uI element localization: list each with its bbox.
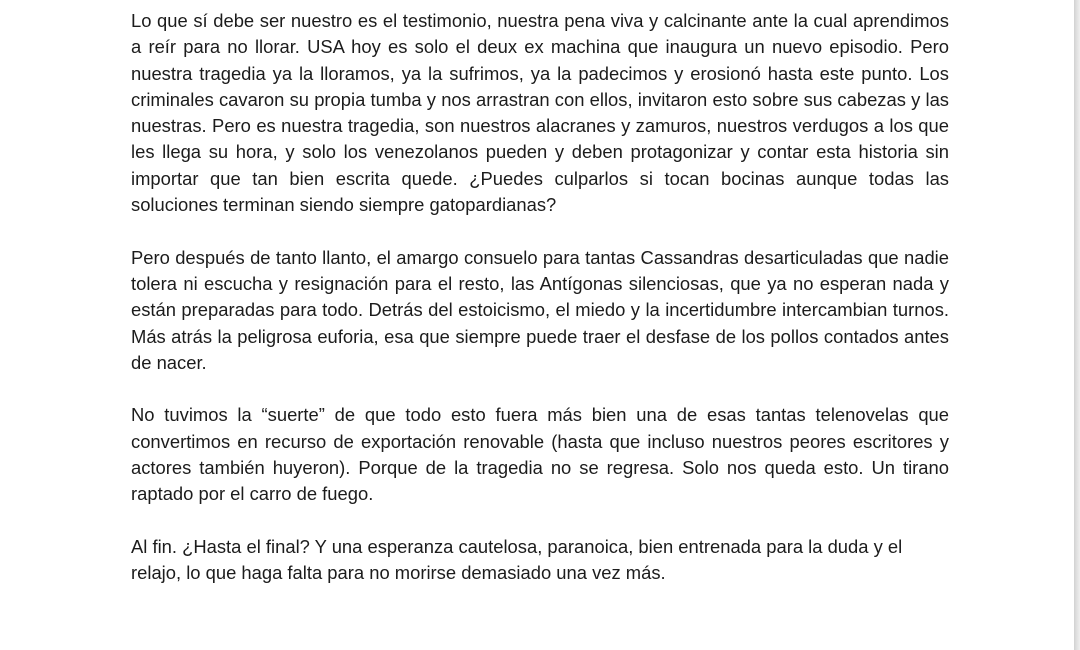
document-body [131,8,949,613]
paragraph-4: Al fin. ¿Hasta el final? Y una esperanza cautelosa, paranoica, bien entrenada para la duda y el relajo, lo que haga falta para no morirse demasiado una vez más. [131,535,903,584]
paragraph-3: No tuvimos la “suerte” de que todo esto fuera más bien una de esas tantas telenovelas que convertimos en recurso de exportación renovable (hasta que incluso nuestros peores escritores y actores también huyeron). Porque de la tragedia no se regresa. Solo nos queda esto. Un tirano raptado por el carro de fuego. [131,404,949,505]
paragraph-1: Lo que sí debe ser nuestro es el testimonio, nuestra pena viva y calcinante ante la cual aprendimos a reír para no llorar. USA hoy es solo el deux ex machina que inaugura un nuevo episodio. Pero nuestra tragedia ya la lloramos, ya la sufrimos, ya la padecimos y erosionó hasta este punto. Los criminales cavaron su propia tumba y nos arrastran con ellos, invitaron esto sobre sus cabezas y las nuestras. Pero es nuestra tragedia, son nuestros alacranes y zamuros, nuestros verdugos a los que les llega su hora, y solo los venezolanos pueden y deben protagonizar y contar esta historia sin importar que tan bien escrita quede. ¿Puedes culparlos si tocan bocinas aunque todas las soluciones terminan siendo siempre gatopardianas? [131,10,949,216]
page-edge-shadow [1075,0,1080,650]
paragraph-2: Pero después de tanto llanto, el amargo consuelo para tantas Cassandras desarticuladas que nadie tolera ni escucha y resignación para el resto, las Antígonas silenciosas, que ya no esperan nada y están preparadas para todo. Detrás del estoicismo, el miedo y la incertidumbre intercambian turnos. Más atrás la peligrosa euforia, esa que siempre puede traer el desfase de los pollos contados antes de nacer. [131,246,949,373]
